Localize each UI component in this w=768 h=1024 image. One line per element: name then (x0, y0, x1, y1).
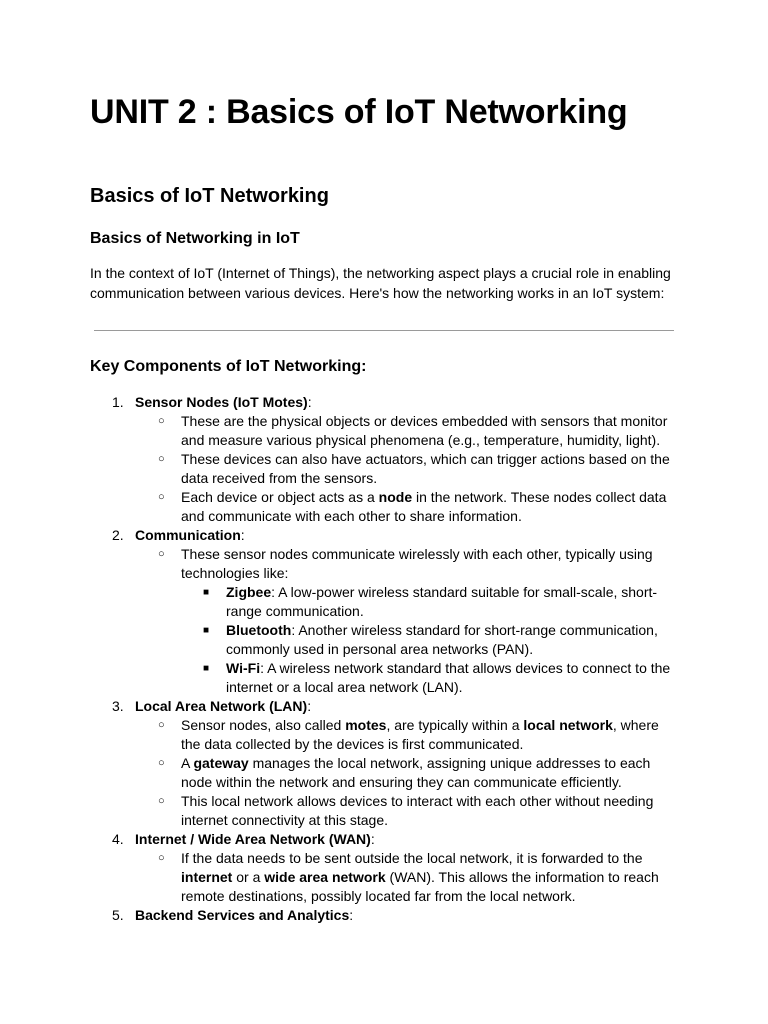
item-title: Local Area Network (LAN) (135, 698, 308, 714)
square-bullet-icon: ■ (203, 663, 210, 674)
sub-item-text: , where the data collected by the devices is first communicated. (181, 717, 659, 752)
sub-item-bold: node (378, 489, 413, 505)
sub-item-text: (WAN). This allows the information to reach remote destinations, possibly located far from the local network. (181, 869, 659, 904)
item-number: 4. (112, 831, 124, 847)
circle-bullet-icon: ○ (158, 491, 165, 503)
circle-bullet-icon: ○ (158, 548, 165, 560)
item-title: Internet / Wide Area Network (WAN) (135, 831, 371, 847)
circle-bullet-icon: ○ (158, 453, 165, 465)
list-item (0, 830, 680, 849)
item-colon: : (307, 698, 312, 714)
sub-sub-item-text: : A wireless network standard that allows devices to connect to the internet or a local area network (LAN). (226, 660, 671, 695)
sub-list-item (0, 450, 676, 488)
item-number: 1. (112, 394, 124, 410)
circle-bullet-icon: ○ (158, 757, 165, 769)
list-item (0, 393, 680, 412)
sub-item-text: A (181, 755, 194, 771)
intro-paragraph: In the context of IoT (Internet of Things), the networking aspect plays a crucial role in enabling communication between various devices. Here's how the networking works in an IoT system: (90, 265, 671, 301)
sub-item-bold: internet (181, 869, 233, 885)
page-title: UNIT 2 : Basics of IoT Networking (90, 93, 628, 131)
sub-item-bold: local network (523, 717, 613, 733)
circle-bullet-icon: ○ (158, 795, 165, 807)
sub-item-text: Sensor nodes, also called (181, 717, 346, 733)
circle-bullet-icon: ○ (158, 719, 165, 731)
list-item (0, 697, 680, 716)
numbered-list (0, 393, 768, 925)
sub-sub-list-item (0, 583, 676, 621)
subsection-heading: Basics of Networking in IoT (90, 230, 300, 247)
sub-item-text: in the network. These nodes collect data and communicate with each other to share information. (181, 489, 667, 524)
sub-list-item (0, 545, 676, 583)
sub-sub-item-text: : Another wireless standard for short-range communication, commonly used in personal area networks (PAN). (226, 622, 658, 657)
sub-item-text: , are typically within a (386, 717, 524, 733)
sub-list-item (0, 412, 676, 450)
square-bullet-icon: ■ (203, 587, 210, 598)
item-title: Sensor Nodes (IoT Motes) (135, 394, 308, 410)
circle-bullet-icon: ○ (158, 852, 165, 864)
sub-sub-item-bold: Zigbee (226, 584, 272, 600)
key-components-heading: Key Components of IoT Networking: (90, 358, 367, 375)
item-colon: : (307, 394, 312, 410)
sub-item-text: or a (232, 869, 265, 885)
sub-sub-list-item (0, 659, 676, 697)
sub-sub-list-item (0, 621, 676, 659)
sub-item-text: If the data needs to be sent outside the local network, it is forwarded to the (181, 850, 643, 866)
list-item (0, 906, 680, 925)
item-number: 3. (112, 698, 124, 714)
item-number: 2. (112, 527, 124, 543)
item-colon: : (349, 907, 354, 923)
sub-sub-item-bold: Bluetooth (226, 622, 292, 638)
sub-item-text: Each device or object acts as a (181, 489, 379, 505)
square-bullet-icon: ■ (203, 625, 210, 636)
sub-list-item (0, 849, 676, 906)
list-item (0, 526, 680, 545)
item-title: Backend Services and Analytics (135, 907, 350, 923)
sub-item-text: This local network allows devices to interact with each other without needing internet connectivity at this stage. (181, 793, 654, 828)
circle-bullet-icon: ○ (158, 415, 165, 427)
sub-item-bold: wide area network (264, 869, 386, 885)
section-heading: Basics of IoT Networking (90, 185, 329, 207)
sub-item-text: These sensor nodes communicate wirelessly with each other, typically using technologies like: (181, 546, 653, 581)
sub-item-bold: motes (345, 717, 387, 733)
sub-item-text: manages the local network, assigning unique addresses to each node within the network and ensuring they can communicate efficiently. (181, 755, 651, 790)
sub-item-text: These are the physical objects or devices embedded with sensors that monitor and measure various physical phenomena (e.g., temperature, humidity, light). (181, 413, 668, 448)
item-colon: : (370, 831, 375, 847)
horizontal-divider (94, 330, 674, 331)
sub-list-item (0, 488, 676, 526)
sub-sub-item-bold: Wi-Fi (226, 660, 261, 676)
item-number: 5. (112, 907, 124, 923)
sub-list-item (0, 716, 676, 754)
sub-item-bold: gateway (193, 755, 249, 771)
sub-list-item (0, 754, 676, 792)
sub-list-item (0, 792, 676, 830)
sub-item-text: These devices can also have actuators, which can trigger actions based on the data received from the sensors. (181, 451, 670, 486)
item-title: Communication (135, 527, 241, 543)
sub-sub-item-text: : A low-power wireless standard suitable for small-scale, short-range communication. (226, 584, 658, 619)
item-colon: : (240, 527, 245, 543)
